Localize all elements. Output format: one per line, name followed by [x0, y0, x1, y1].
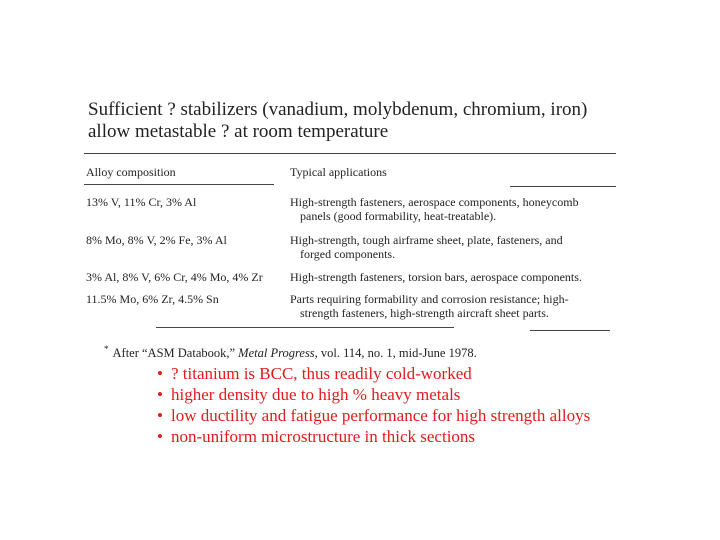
footnote-suffix: vol. 114, no. 1, mid-June 1978.: [320, 346, 477, 361]
bullet-dot-icon: •: [157, 364, 163, 383]
heading-line-1: Sufficient ? stabilizers (vanadium, molybdenum, chromium, iron): [88, 99, 588, 120]
column-header-applications: Typical applications: [290, 165, 387, 179]
application-line: High-strength, tough airframe sheet, plate, fasteners, and: [290, 233, 563, 247]
header-rule-right: [510, 186, 616, 187]
bullet-text: ? titanium is BCC, thus readily cold-worked: [171, 364, 472, 383]
table-top-rule: [84, 153, 616, 154]
table-bottom-rule-left: [156, 327, 454, 328]
bullet-dot-icon: •: [157, 385, 163, 404]
bullet-item: [157, 384, 590, 405]
alloy-composition: 3% Al, 8% V, 6% Cr, 4% Mo, 4% Zr: [86, 270, 263, 284]
application-line: Parts requiring formability and corrosion resistance; high-: [290, 292, 569, 306]
footnote-mark: *: [104, 344, 109, 354]
slide-heading: [88, 99, 688, 143]
typical-applications: [290, 195, 630, 223]
bullet-text: low ductility and fatigue performance for high strength alloys: [171, 406, 591, 425]
alloy-composition: 11.5% Mo, 6% Zr, 4.5% Sn: [86, 292, 219, 306]
column-header-composition: Alloy composition: [86, 165, 176, 179]
application-line: strength fasteners, high-strength aircraft sheet parts.: [300, 306, 549, 320]
typical-applications: [290, 292, 630, 320]
application-line: High-strength fasteners, torsion bars, aerospace components.: [290, 270, 582, 284]
typical-applications: [290, 233, 630, 261]
header-rule-left: [84, 184, 274, 185]
bullet-text: higher density due to high % heavy metals: [171, 385, 461, 404]
application-line: panels (good formability, heat-treatable).: [300, 209, 497, 223]
bullet-item: [157, 405, 590, 426]
alloy-composition: 13% V, 11% Cr, 3% Al: [86, 195, 197, 209]
table-footnote: [104, 344, 477, 361]
bullet-item: [157, 363, 590, 384]
bullet-list: [157, 363, 590, 447]
bullet-text: non-uniform microstructure in thick sections: [171, 427, 476, 446]
bullet-dot-icon: •: [157, 406, 163, 425]
typical-applications: [290, 270, 630, 284]
bullet-dot-icon: •: [157, 427, 163, 446]
heading-line-2: allow metastable ? at room temperature: [88, 121, 389, 142]
bullet-item: [157, 426, 590, 447]
footnote-journal: Metal Progress,: [238, 346, 318, 361]
application-line: forged components.: [300, 247, 396, 261]
footnote-prefix: After “ASM Databook,”: [112, 346, 236, 361]
application-line: High-strength fasteners, aerospace components, honeycomb: [290, 195, 579, 209]
alloy-composition: 8% Mo, 8% V, 2% Fe, 3% Al: [86, 233, 227, 247]
table-bottom-rule-right: [530, 330, 610, 331]
